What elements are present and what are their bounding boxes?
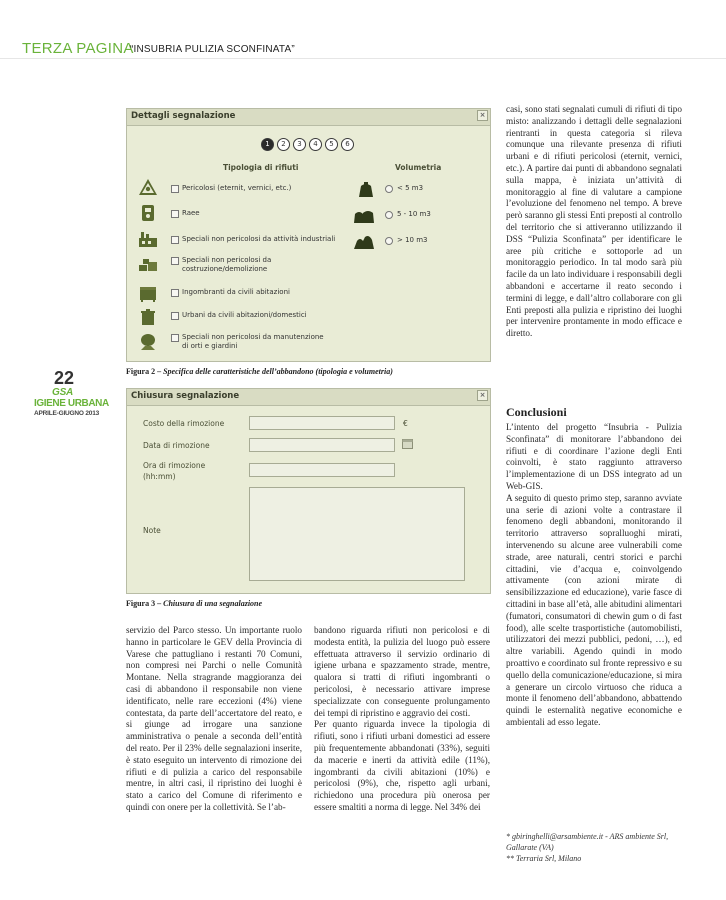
currency-symbol: €: [403, 419, 408, 428]
volume-radio-3[interactable]: [385, 237, 393, 245]
footnote-1: * gbiringhelli@arsambiente.it - ARS ambiente Srl, Gallarate (VA): [506, 832, 669, 852]
column-3-text-bottom: [506, 422, 682, 729]
figure3-caption-text: Chiusura di una segnalazione: [163, 599, 263, 608]
type-label-5: Ingombranti da civili abitazioni: [182, 288, 290, 296]
household-waste-icon: [137, 307, 159, 327]
step-4[interactable]: 4: [309, 138, 322, 151]
section-label: TERZA PAGINA: [22, 40, 134, 57]
figure3-panel-header: [127, 389, 490, 406]
type-label-2: Raee: [182, 209, 200, 217]
large-pile-icon: [353, 231, 375, 251]
paragraph: casi, sono stati segnalati cumuli di rifiuti di tipo misto: analizzando i dettagli delle segnalazioni rientranti in questa categoria si rileva comunque una rilevante presenza di rifiuti urbani e di rifiuti pericolosi (eternit, vernici, etc.). A partire dai punti di abbandono segnalati sulla mappa, è iniziata un’attività di monitoraggio al fine di valutare a campione l’evoluzione del fenomeno nel tempo. A breve però saranno gli stessi Enti preposti al controllo del territorio che si attiveranno utilizzando il DSS “Pulizia Sconfinata” per identificare le aree più critiche e sottoporle ad un monitoraggio periodico. In tal modo sarà più facile da un lato individuare i responsabili degli abbandoni e accertarne il reato secondo i termini di legge, e dall’altro collaborare con gli Enti preposti alla pulizia e ripristino dei luoghi per intervenire prontamente in modo efficace e diretto.: [506, 104, 682, 339]
figure3-caption: [126, 599, 496, 608]
construction-debris-icon: [137, 255, 159, 275]
column-3-text-top: [506, 104, 682, 340]
page-number: 22: [54, 368, 75, 388]
cost-label: Costo della rimozione: [143, 419, 225, 428]
time-label-line2: (hh:mm): [143, 472, 176, 481]
bulky-waste-icon: [137, 284, 159, 304]
volume-heading: Volumetria: [395, 163, 442, 172]
cost-input[interactable]: [249, 416, 395, 430]
article-title: “INSUBRIA PULIZIA SCONFINATA”: [130, 44, 295, 55]
volume-label-3: > 10 m3: [397, 236, 428, 244]
figure2-caption: [126, 367, 496, 376]
figure2-panel-header: [127, 109, 490, 126]
type-label-7: Speciali non pericolosi da manutenzione di orti e giardini: [182, 333, 324, 350]
time-input[interactable]: [249, 463, 395, 477]
type-checkbox-4[interactable]: [171, 257, 179, 265]
volume-radio-1[interactable]: [385, 185, 393, 193]
type-label-6: Urbani da civili abitazioni/domestici: [182, 311, 307, 319]
factory-icon: [137, 229, 159, 249]
small-bag-icon: [355, 179, 377, 199]
volume-label-2: 5 - 10 m3: [397, 210, 431, 218]
type-checkbox-7[interactable]: [171, 334, 179, 342]
figure3-panel-title: Chiusura segnalazione: [131, 391, 240, 401]
type-checkbox-3[interactable]: [171, 236, 179, 244]
date-label: Data di rimozione: [143, 441, 210, 450]
figure3-caption-label: Figura 3 –: [126, 599, 162, 608]
figure2-caption-label: Figura 2 –: [126, 367, 162, 376]
column-1-text: [126, 625, 302, 814]
garden-waste-icon: [137, 331, 159, 351]
step-3[interactable]: 3: [293, 138, 306, 151]
close-icon[interactable]: ×: [477, 390, 488, 401]
step-2[interactable]: 2: [277, 138, 290, 151]
header-divider: [0, 58, 726, 59]
step-5[interactable]: 5: [325, 138, 338, 151]
footnotes: [506, 831, 686, 864]
paragraph: bandono riguarda rifiuti non pericolosi e di modesta entità, la pulizia del luogo può essere effettuata attraverso il servizio ordinario di igiene urbana e spazzamento strade, mentre, qualora si tratti di rifiuti ingombranti o pericolosi, è necessario attivare imprese specializzate con conseguente prolungamento dei tempi di ripristino e aggravio dei costi.: [314, 625, 490, 718]
issue-date: APRILE-GIUGNO 2013: [34, 410, 100, 417]
close-icon[interactable]: ×: [477, 110, 488, 121]
time-label-line1: Ora di rimozione: [143, 461, 206, 470]
calendar-icon[interactable]: [402, 439, 413, 449]
note-label: Note: [143, 526, 161, 535]
type-label-3: Speciali non pericolosi da attività industriali: [182, 235, 336, 243]
figure2-caption-text: Specifica delle caratteristiche dell’abbandono (tipologia e volumetria): [163, 367, 393, 376]
magazine-logo: GSA: [52, 387, 74, 398]
volume-radio-2[interactable]: [385, 211, 393, 219]
medium-bags-icon: [353, 205, 375, 225]
volume-label-1: < 5 m3: [397, 184, 424, 192]
paragraph: A seguito di questo primo step, saranno avviate una serie di azioni volte a contrastare il fenomeno degli abbandoni, monitorando il territorio attraverso sopralluoghi mirati, intervenendo su alcune aree vulnerabili come strade, aree naturali, centri storici e parchi cittadini, vie d’acqua e, coinvolgendo attivamente (con azioni mirate di sensibilizzazione ed educazione), varie fasce di cittadini in base all’età, alle abitudini alimentari (fumatori, consumatori di chewin gum o di fast food), alle scelte trasportistiche (automobilisti, utilizzatori dei mezzi pubblici, pedoni, …), ed altre variabili. Agendo quindi in modo proattivo e coordinato sul fronte repressivo e su quello della comunicazione/educazione, si mira a generare un circolo virtuoso che riduca a monte il fenomeno dell’abbandono, abbattendo quindi le esternalità negative economiche e ambientali ad esso legate.: [506, 492, 682, 727]
paragraph: servizio del Parco stesso. Un importante ruolo hanno in particolare le GEV della Provincia di Varese che pattugliano i restanti 70 Comuni, non compresi nei Parchi o nelle Comunità Montane. Nella stragrande maggioranza dei casi di abbandono il responsabile non viene identificato, nelle rare eccezioni (4%) viene contestata, da parte dell’accertatore del reato, e si giunge ad irrogare una sanzione amministrativa o penale a seconda dell’entità del reato. Per il 23% delle segnalazioni inserite, è stato eseguito un intervento di rimozione dei rifiuti e di pulizia a carico del responsabile mentre, in altri casi, il ripristino dei luoghi è stato a carico del Comune di riferimento e quindi con onere per la collettività. Se l’ab-: [126, 625, 302, 812]
type-checkbox-2[interactable]: [171, 210, 179, 218]
type-label-4: Speciali non pericolosi da costruzione/demolizione: [182, 256, 272, 273]
magazine-name: IGIENE URBANA: [34, 398, 109, 409]
note-textarea[interactable]: [249, 487, 465, 581]
conclusions-heading: Conclusioni: [506, 405, 567, 419]
paragraph: Per quanto riguarda invece la tipologia di rifiuti, sono i rifiuti urbani domestici ad essere più frequentemente abbandonati (33%), seguiti da macerie e inerti da attività edile (11%), ingombranti da civili abitazioni (10%) e pericolosi (9%), che, rispetto agli urbani, richiedono una procedura più onerosa per essere smaltiti a norma di legge. Nel 34% dei: [314, 719, 490, 812]
waste-type-heading: Tipologia di rifiuti: [223, 163, 299, 172]
type-checkbox-5[interactable]: [171, 289, 179, 297]
hazard-waste-icon: [137, 177, 159, 197]
figure3-panel: [126, 388, 491, 594]
step-6[interactable]: 6: [341, 138, 354, 151]
date-input[interactable]: [249, 438, 395, 452]
type-checkbox-1[interactable]: [171, 185, 179, 193]
step-1[interactable]: 1: [261, 138, 274, 151]
figure2-panel: [126, 108, 491, 362]
electronic-waste-icon: [137, 203, 159, 223]
paragraph: L’intento del progetto “Insubria - Pulizia Sconfinata” di monitorare l’abbandono dei rifiuti e di coordinare l’azione degli Enti coinvolti, è stato raggiunto attraverso l’implementazione di un DSS integrato ad un Web-GIS.: [506, 422, 682, 491]
type-checkbox-6[interactable]: [171, 312, 179, 320]
figure2-panel-title: Dettagli segnalazione: [131, 111, 236, 121]
footnote-2: ** Terraria Srl, Milano: [506, 854, 582, 863]
column-2-text: [314, 625, 490, 814]
type-label-1: Pericolosi (eternit, vernici, etc.): [182, 184, 292, 192]
